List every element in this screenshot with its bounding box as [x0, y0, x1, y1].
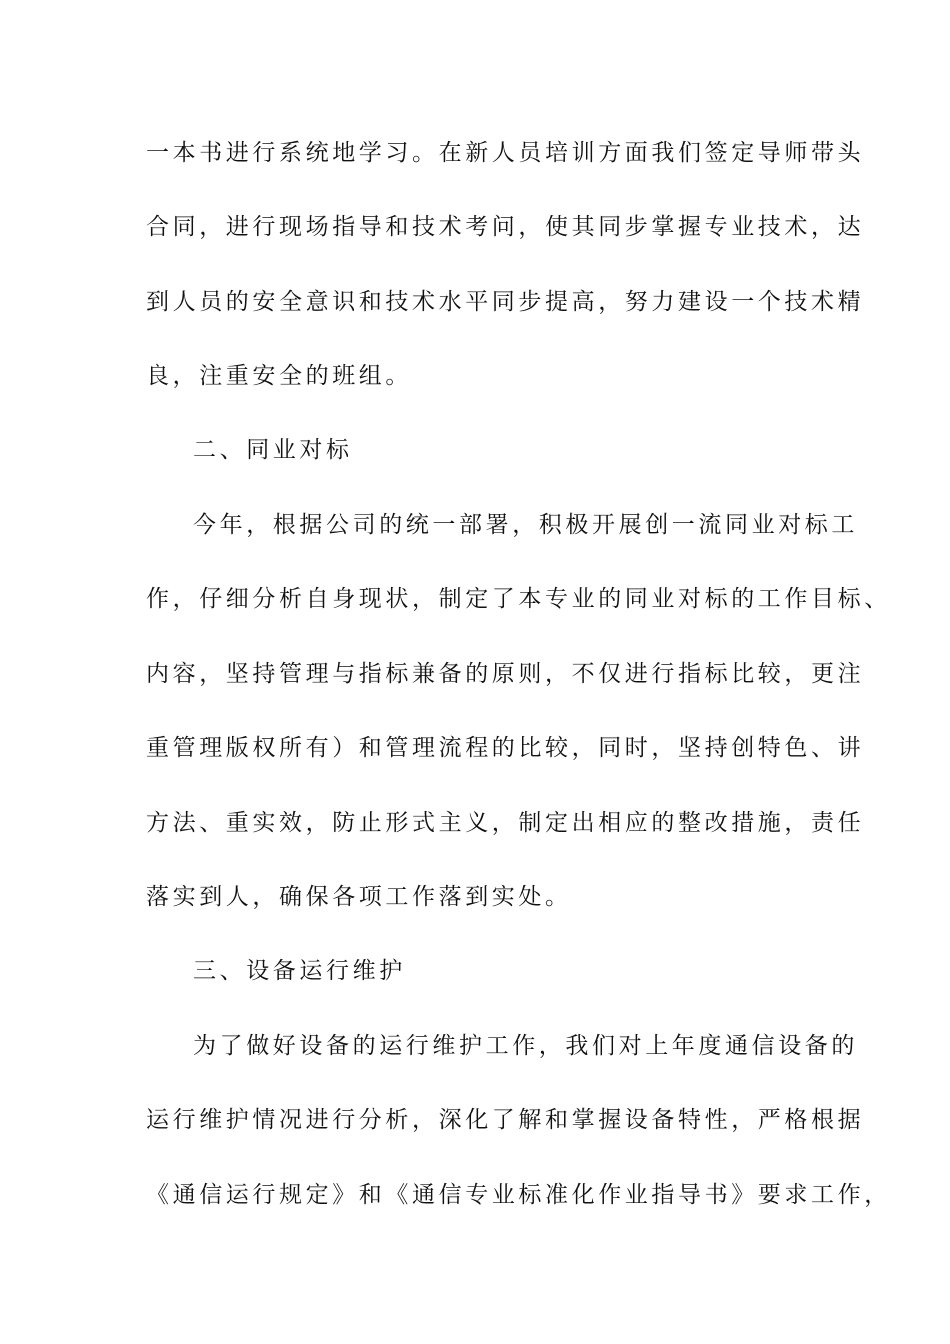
paragraph-line: 落实到人，确保各项工作落到实处。: [146, 884, 572, 910]
paragraph-line: 运行维护情况进行分析，深化了解和掌握设备特性，严格根据: [146, 1107, 865, 1133]
paragraph-line: 作，仔细分析自身现状，制定了本专业的同业对标的工作目标、: [146, 586, 891, 612]
paragraph-line: 方法、重实效，防止形式主义，制定出相应的整改措施，责任: [146, 810, 865, 836]
paragraph-line: 一本书进行系统地学习。在新人员培训方面我们签定导师带头: [146, 140, 865, 166]
paragraph-line: 良，注重安全的班组。: [146, 363, 412, 389]
paragraph-line: 《通信运行规定》和《通信专业标准化作业指导书》要求工作，: [146, 1182, 891, 1208]
section-heading: 二、同业对标: [193, 437, 353, 463]
paragraph-line: 为了做好设备的运行维护工作，我们对上年度通信设备的: [193, 1033, 858, 1059]
paragraph-line: 重管理版权所有）和管理流程的比较，同时，坚持创特色、讲: [146, 735, 865, 761]
section-heading: 三、设备运行维护: [193, 958, 406, 984]
paragraph-line: 到人员的安全意识和技术水平同步提高，努力建设一个技术精: [146, 289, 865, 315]
paragraph-line: 合同，进行现场指导和技术考问，使其同步掌握专业技术，达: [146, 214, 865, 240]
paragraph-line: 内容，坚持管理与指标兼备的原则，不仅进行指标比较，更注: [146, 661, 865, 687]
paragraph-line: 今年，根据公司的统一部署，积极开展创一流同业对标工: [193, 512, 858, 538]
